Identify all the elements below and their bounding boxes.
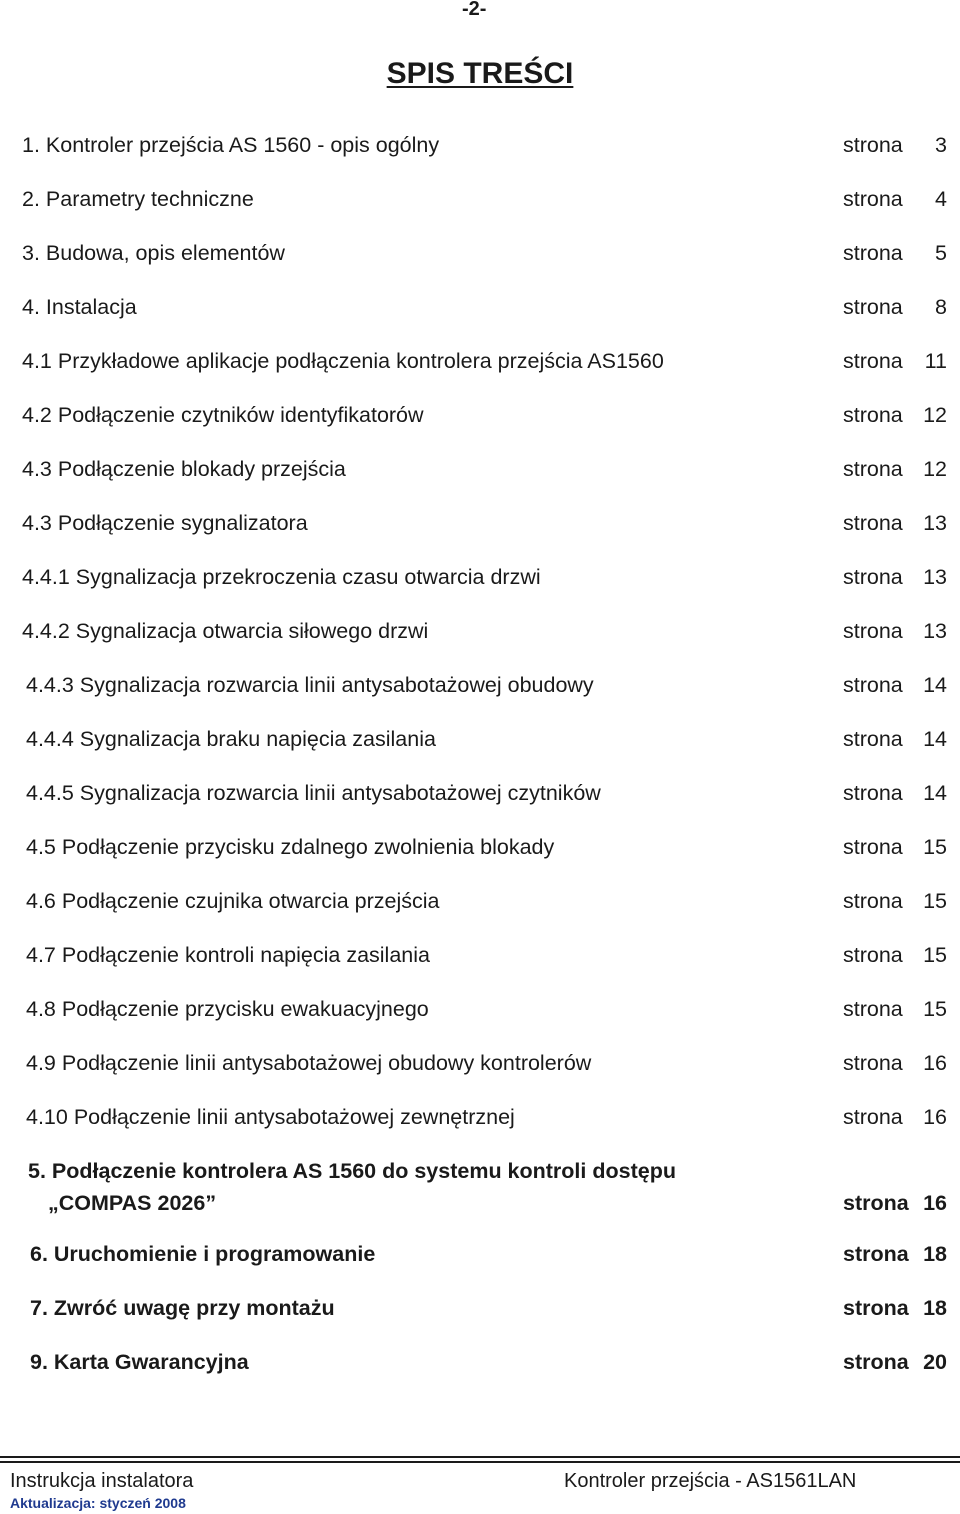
toc-entry-page <box>843 831 947 863</box>
toc-entry-page <box>843 885 947 917</box>
toc-entry-page-number: 15 <box>923 997 947 1021</box>
toc-entry <box>0 939 960 971</box>
toc-entry-title-text: 4.4.3 Sygnalizacja rozwarcia linii antysabotażowej obudowy <box>26 673 594 697</box>
toc-entry-title <box>30 1346 249 1378</box>
toc-entry-page <box>843 1238 947 1270</box>
page-title <box>0 54 960 94</box>
footer-update-date: Aktualizacja: styczeń 2008 <box>10 1495 186 1511</box>
page-number: -2- <box>462 0 487 20</box>
toc-entry-page-label: strona <box>843 133 903 157</box>
page-title-text: SPIS TREŚCI <box>386 57 574 90</box>
toc-entry-title <box>30 1238 375 1270</box>
toc-entry-page <box>843 237 947 269</box>
toc-entry <box>0 1047 960 1079</box>
toc-entry <box>0 561 960 593</box>
toc-entry-page-number: 15 <box>923 943 947 967</box>
toc-entry-page <box>843 561 947 593</box>
toc-entry-title-text: 6. Uruchomienie i programowanie <box>30 1242 376 1266</box>
toc-entry-title-text: 4.1 Przykładowe aplikacje podłączenia kontrolera przejścia AS1560 <box>22 349 664 373</box>
toc-entry-page <box>843 507 947 539</box>
toc-entry-page <box>843 1047 947 1079</box>
toc-entry <box>0 237 960 269</box>
toc-entry-page-label: strona <box>843 187 903 211</box>
toc-entry-page <box>843 939 947 971</box>
toc-entry-title <box>26 939 430 971</box>
toc-entry-title <box>22 507 308 539</box>
toc-entry-title <box>22 183 254 215</box>
toc-entry <box>0 507 960 539</box>
toc-entry-page <box>843 1101 947 1133</box>
toc-entry-title <box>28 1155 676 1219</box>
toc-entry-title <box>26 669 594 701</box>
toc-entry-page-number: 3 <box>935 133 947 157</box>
toc-entry-page <box>843 723 947 755</box>
toc-entry-title-line2: „COMPAS 2026” <box>48 1191 217 1215</box>
toc-entry-title <box>26 723 436 755</box>
toc-entry-page-label: strona <box>843 511 903 535</box>
toc-entry-title-text: 4.9 Podłączenie linii antysabotażowej obudowy kontrolerów <box>26 1051 592 1075</box>
toc-entry-page <box>843 129 947 161</box>
toc-entry-title <box>26 831 554 863</box>
toc-entry <box>0 885 960 917</box>
toc-entry-title <box>26 777 601 809</box>
toc-entry-page-label: strona <box>843 619 903 643</box>
toc-entry-title-text: 1. Kontroler przejścia AS 1560 - opis ogólny <box>22 133 440 157</box>
toc-entry <box>0 1101 960 1133</box>
toc-entry-page-label: strona <box>843 1051 903 1075</box>
toc-entry <box>0 345 960 377</box>
toc-entry <box>0 1346 960 1378</box>
toc-entry-title-text: 4.8 Podłączenie przycisku ewakuacyjnego <box>26 997 429 1021</box>
toc-entry <box>0 669 960 701</box>
toc-entry-title <box>30 1292 335 1324</box>
toc-entry-title <box>22 129 439 161</box>
toc-entry-title <box>22 453 346 485</box>
toc-entry-title-text: 4.6 Podłączenie czujnika otwarcia przejścia <box>26 889 440 913</box>
toc-entry-page-number: 8 <box>935 295 947 319</box>
toc-entry-title <box>22 399 424 431</box>
toc-entry-title <box>26 1101 515 1133</box>
toc-entry-title-text: 4.3 Podłączenie sygnalizatora <box>22 511 308 535</box>
toc-entry-title-text: 4.10 Podłączenie linii antysabotażowej zewnętrznej <box>26 1105 515 1129</box>
toc-entry-title-text: 4.4.5 Sygnalizacja rozwarcia linii antysabotażowej czytników <box>26 781 601 805</box>
toc-entry <box>0 723 960 755</box>
toc-entry-page-number: 5 <box>935 241 947 265</box>
toc-entry <box>0 831 960 863</box>
footer-rule-top <box>0 1456 960 1458</box>
toc-entry-title <box>26 993 429 1025</box>
toc-entry-page-number: 12 <box>923 403 947 427</box>
footer-product-name: Kontroler przejścia - AS1561LAN <box>564 1470 857 1492</box>
toc-entry <box>0 993 960 1025</box>
toc-entry-page-number: 16 <box>923 1191 947 1215</box>
toc-entry-page <box>843 993 947 1025</box>
toc-entry-page-label: strona <box>843 1191 909 1215</box>
toc-entry-page <box>843 1346 947 1378</box>
toc-entry-title-text: 4.3 Podłączenie blokady przejścia <box>22 457 346 481</box>
toc-entry-page-number: 14 <box>923 781 947 805</box>
toc-entry-page-number: 16 <box>923 1051 947 1075</box>
toc-entry-title-text: 4.5 Podłączenie przycisku zdalnego zwolnienia blokady <box>26 835 555 859</box>
toc-entry-page-number: 4 <box>935 187 947 211</box>
toc-entry-title-text: 4.2 Podłączenie czytników identyfikatorów <box>22 403 424 427</box>
toc-entry-page-label: strona <box>843 457 903 481</box>
toc-entry-page-number: 15 <box>923 889 947 913</box>
toc-entry <box>0 1238 960 1270</box>
toc-entry-page-number: 18 <box>923 1242 947 1266</box>
toc-entry-page-label: strona <box>843 1242 909 1266</box>
toc-entry-title <box>22 237 285 269</box>
toc-entry-page <box>843 291 947 323</box>
toc-entry-page-number: 15 <box>923 835 947 859</box>
toc-entry <box>0 615 960 647</box>
toc-entry-title <box>22 615 428 647</box>
toc-entry-title <box>22 561 541 593</box>
toc-entry <box>0 399 960 431</box>
footer-rule-bottom <box>0 1461 960 1463</box>
toc-entry-title-text: 4.4.1 Sygnalizacja przekroczenia czasu otwarcia drzwi <box>22 565 541 589</box>
toc-entry-title <box>22 291 137 323</box>
toc-entry-page-number: 14 <box>923 727 947 751</box>
toc-entry-page-label: strona <box>843 349 903 373</box>
toc-entry-page <box>843 1187 947 1219</box>
toc-entry-page-label: strona <box>843 673 903 697</box>
toc-entry-page-number: 18 <box>923 1296 947 1320</box>
toc-entry-page-label: strona <box>843 1296 909 1320</box>
toc-entry <box>0 183 960 215</box>
footer-document-name: Instrukcja instalatora <box>10 1470 194 1492</box>
toc-entry-page-number: 16 <box>923 1105 947 1129</box>
toc-entry-page-label: strona <box>843 295 903 319</box>
toc-entry-page <box>843 345 947 377</box>
toc-entry-page-number: 13 <box>923 511 947 535</box>
toc-entry-title-text: 3. Budowa, opis elementów <box>22 241 285 265</box>
toc-entry-page <box>843 399 947 431</box>
toc-entry-page-number: 13 <box>923 619 947 643</box>
toc-entry-title-text: 4.7 Podłączenie kontroli napięcia zasilania <box>26 943 430 967</box>
toc-entry-title <box>26 885 440 917</box>
toc-entry-page-number: 13 <box>923 565 947 589</box>
toc-entry-page-label: strona <box>843 781 903 805</box>
toc-entry-page <box>843 777 947 809</box>
toc-entry-title <box>22 345 664 377</box>
toc-entry-page-label: strona <box>843 889 903 913</box>
toc-entry <box>0 1155 960 1219</box>
toc-entry-page <box>843 183 947 215</box>
toc-entry-page-number: 20 <box>923 1350 947 1374</box>
toc-entry <box>0 129 960 161</box>
toc-entry-page <box>843 669 947 701</box>
toc-entry-title-text: 4.4.4 Sygnalizacja braku napięcia zasilania <box>26 727 436 751</box>
toc-entry <box>0 291 960 323</box>
toc-entry-page-label: strona <box>843 943 903 967</box>
toc-entry-page-label: strona <box>843 1105 903 1129</box>
toc-entry-title-text: 5. Podłączenie kontrolera AS 1560 do systemu kontroli dostępu <box>28 1159 676 1183</box>
toc-entry <box>0 777 960 809</box>
toc-entry <box>0 1292 960 1324</box>
toc-entry-page <box>843 1292 947 1324</box>
toc-entry <box>0 453 960 485</box>
toc-entry-title-text: 7. Zwróć uwagę przy montażu <box>30 1296 335 1320</box>
toc-entry-page-label: strona <box>843 997 903 1021</box>
toc-entry-page <box>843 453 947 485</box>
toc-entry-page-number: 14 <box>923 673 947 697</box>
toc-entry-page-label: strona <box>843 1350 909 1374</box>
toc-entry-title-text: 9. Karta Gwarancyjna <box>30 1350 249 1374</box>
toc-entry-page-label: strona <box>843 727 903 751</box>
toc-entry-page-label: strona <box>843 241 903 265</box>
toc-entry-page-label: strona <box>843 403 903 427</box>
toc-entry-page-label: strona <box>843 835 903 859</box>
toc-entry-title-text: 2. Parametry techniczne <box>22 187 254 211</box>
toc-entry-title-text: 4.4.2 Sygnalizacja otwarcia siłowego drzwi <box>22 619 429 643</box>
toc-entry-title <box>26 1047 591 1079</box>
toc-entry-page <box>843 615 947 647</box>
toc-entry-page-number: 12 <box>923 457 947 481</box>
toc-entry-page-label: strona <box>843 565 903 589</box>
toc-entry-page-number: 11 <box>924 349 947 373</box>
toc-entry-title-text: 4. Instalacja <box>22 295 137 319</box>
